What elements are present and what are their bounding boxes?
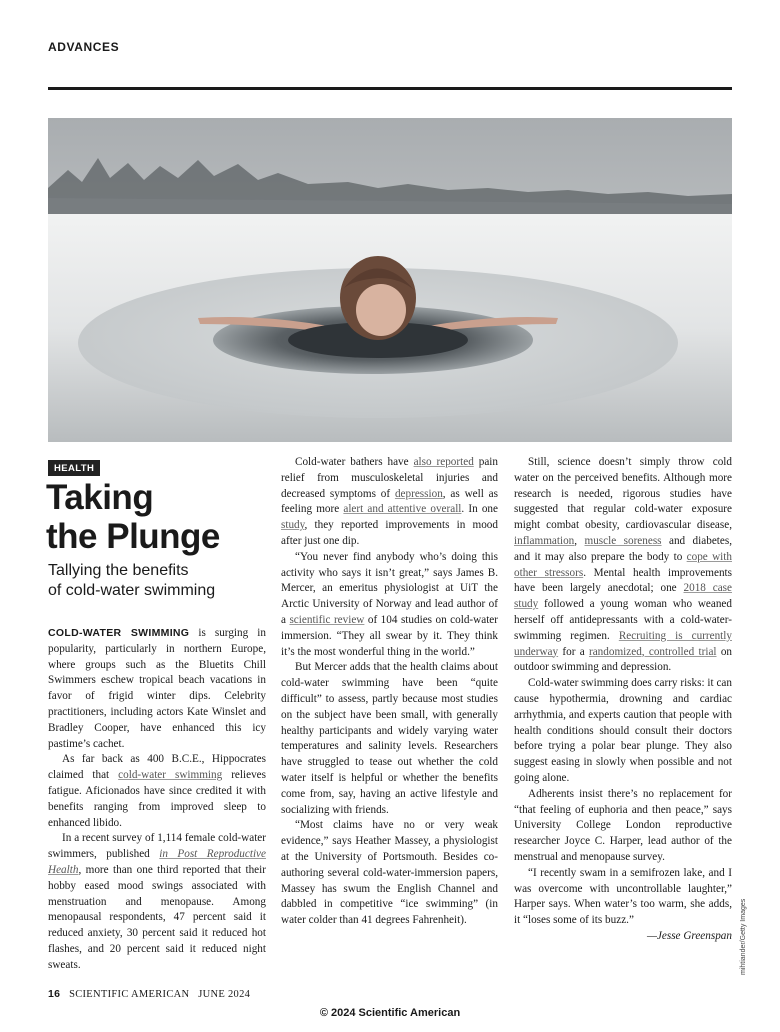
hero-photo <box>48 118 732 442</box>
link-recruiting[interactable]: Recruiting is currently underway <box>514 629 732 658</box>
link-cold-water-swimming[interactable]: cold-water swimming <box>118 769 223 782</box>
column-1 <box>48 626 266 974</box>
paragraph: As far back as 400 B.C.E., Hippocrates claimed that cold-water swimming relieves fatigue. Aficionados have since credited it with benefits ranging from improved sleep to enhanced libido. <box>48 753 266 829</box>
top-rule <box>48 87 732 90</box>
paragraph: Adherents insist there’s no replacement for “that feeling of euphoria and then peace,” says University College London reproductive researcher Joyce C. Harper, lead author of the menstrual and menopause survey. <box>514 787 732 863</box>
link-depression[interactable]: depression <box>394 487 443 500</box>
link-scientific-review[interactable]: scientific review <box>289 613 365 626</box>
photo-credit: mihtiander/Getty Images <box>740 898 747 975</box>
link-2018-case-study[interactable]: 2018 case study <box>514 582 732 611</box>
paragraph: “I recently swam in a semifrozen lake, and I was overcome with uncontrollable laughter,” Harper says. When water’s too warm, she adds, it “loses some of its buzz.” <box>514 866 732 927</box>
page-footer <box>48 988 250 1000</box>
link-post-reproductive-health[interactable]: in Post Reproductive Health <box>48 848 266 876</box>
link-inflammation[interactable]: inflammation <box>514 534 575 547</box>
paragraph: Cold-water bathers have also reported pain relief from musculoskeletal injuries and decreased symptoms of depression, as well as feeling more alert and attentive overall. In one study, they reported improvements in mood after just one dip. <box>281 456 499 547</box>
link-alert-and-attentive[interactable]: alert and attentive overall <box>343 503 462 516</box>
section-tag: HEALTH <box>48 460 100 476</box>
headline: Taking the Plunge <box>46 478 220 556</box>
paragraph: In a recent survey of 1,114 female cold-water swimmers, published in Post Reproductive Health, more than one third reported that their hobby eased mood swings associated with menstruation and menopause. Among menopausal respondents, 47 percent said it reduced anxiety, 30 percent said it reduced hot flashes, and 20 percent said it reduced night sweats. <box>48 832 266 971</box>
link-muscle-soreness[interactable]: muscle soreness <box>584 534 662 547</box>
link-randomized-trial[interactable]: randomized, controlled trial <box>588 645 717 658</box>
issue-date: JUNE 2024 <box>198 989 251 1000</box>
copyright-notice: © 2024 Scientific American <box>319 1007 461 1019</box>
author-signature: —Jesse Greenspan <box>646 929 732 942</box>
column-2 <box>281 455 498 929</box>
section-label: ADVANCES <box>48 40 120 54</box>
magazine-name: SCIENTIFIC AMERICAN <box>69 989 190 1000</box>
column-3 <box>514 455 732 945</box>
link-also-reported[interactable]: also reported <box>413 456 474 468</box>
paragraph: Cold-water swimming does carry risks: it can cause hypothermia, drowning and cardiac arrhythmia, and experts caution that people with health conditions should consult their doctors before trying a polar bear plunge. They also suggest easing in slowly when possible and not going alone. <box>514 677 732 784</box>
link-cope-with-stressors[interactable]: cope with other stressors <box>514 550 732 579</box>
dek: Tallying the benefits of cold-water swimming <box>48 562 216 599</box>
page-number: 16 <box>48 988 61 1000</box>
paragraph: “You never find anybody who’s doing this activity who says it isn’t great,” says James B. Mercer, an emeritus physiologist at UiT the Arctic University of Norway and lead author of a scientific review of 104 studies on cold-water immersion. “They all swear by it. They think it’s the most wonderful thing in the world.” <box>281 550 498 658</box>
paragraph: Still, science doesn’t simply throw cold water on the perceived benefits. Although more research is needed, rigorous studies have suggested that regular cold-water exposure might combat obesity, cardiovascular disease, inflammation, muscle soreness and diabetes, and it may also prepare the body to cope with other stressors. Mental health improvements have been largely anecdotal; one 2018 case study followed a young woman who weaned herself off antidepressants with a cold-water-swimming regimen. Recruiting is currently underway for a randomized, controlled trial on outdoor swimming and depression. <box>514 456 733 674</box>
link-study[interactable]: study <box>281 519 305 532</box>
paragraph: COLD-WATER SWIMMING is surging in popularity, particularly in northern Europe, where groups such as the Bluetits Chill Swimmers eschew tropical beach vacations in favor of frigid winter dips. Celebrity practitioners, including actors Kate Winslet and Bradley Cooper, have enhanced this icy pastime’s cachet. <box>48 627 266 750</box>
paragraph: “Most claims have no or very weak evidence,” says Heather Massey, a physiologist at the University of Portsmouth. Besides co-authoring several cold-water-immersion papers, Massey has swum the English Channel and dabbled in competitive “ice swimming” (in water colder than 41 degrees Fahrenheit). <box>281 819 498 927</box>
paragraph: But Mercer adds that the health claims about cold-water swimming have been “quite difficult” to assess, partly because most studies on the subject have been small, with generally healthy participants and widely varying water temperatures and salinity levels. Researchers have struggled to tease out whether the cold water itself is helpful or whether the benefits come from, say, having an active lifestyle and socializing with friends. <box>281 661 498 816</box>
